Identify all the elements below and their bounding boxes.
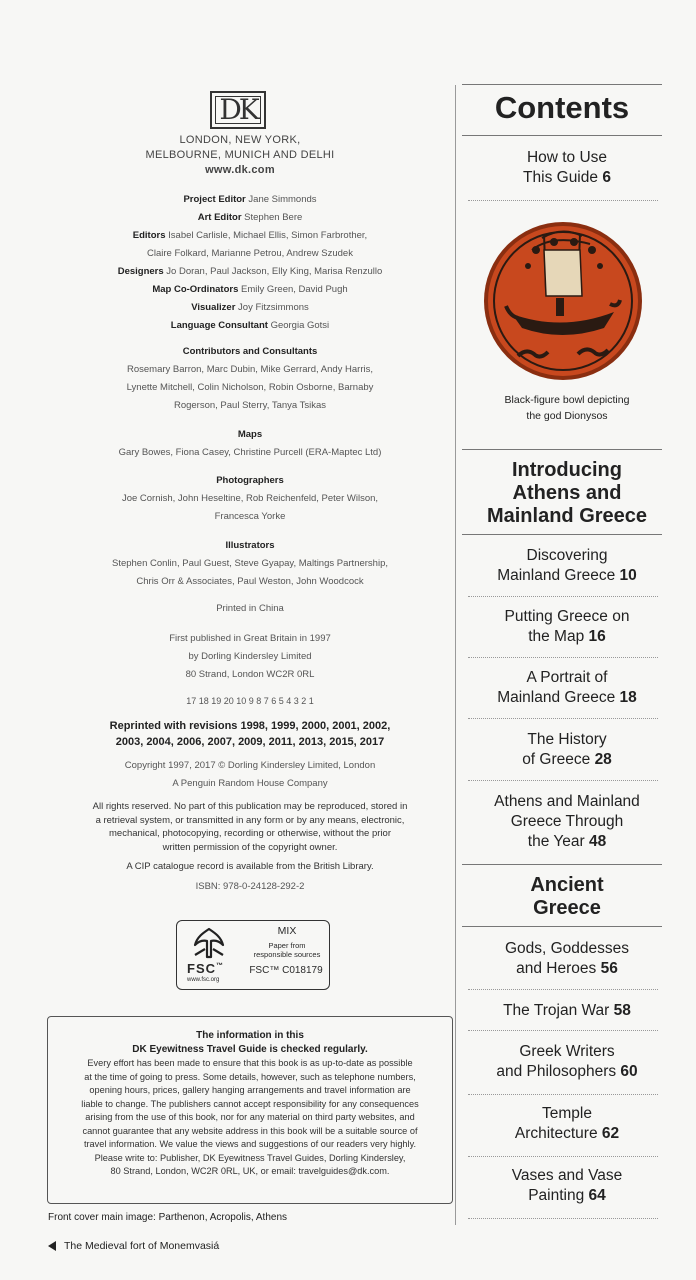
- reprinted-line: 2003, 2004, 2006, 2007, 2009, 2011, 2013, 2015, 2017: [115, 736, 385, 748]
- toc-entry-line: Athens and Mainland: [494, 793, 640, 810]
- publisher-website: www.dk.com: [205, 164, 275, 176]
- toc-entry-line: Mainland Greece: [497, 567, 616, 584]
- maps-heading: Maps: [237, 429, 263, 440]
- section-line: Mainland Greece: [486, 505, 648, 527]
- bowl-caption: [462, 392, 672, 424]
- illustrators-block: [80, 537, 420, 591]
- contributors-heading: Contributors and Consultants: [182, 346, 318, 357]
- copyright-line: Copyright 1997, 2017 © Dorling Kindersley Limited, London: [124, 760, 376, 771]
- credit-editors: Editors Isabel Carlisle, Michael Ellis, Simon Farbrother,: [132, 230, 368, 241]
- toc-entry[interactable]: [462, 792, 672, 852]
- publisher-block: [120, 133, 360, 178]
- dotted-rule: [468, 1094, 658, 1095]
- toc-page-number: 56: [600, 960, 618, 977]
- fsc-mix: MIX: [277, 925, 297, 937]
- front-cover-credit: Front cover main image: Parthenon, Acropolis, Athens: [48, 1212, 288, 1223]
- maps-line: Gary Bowes, Fiona Casey, Christine Purcell (ERA-Maptec Ltd): [118, 447, 382, 458]
- copyright-block: [80, 757, 420, 793]
- toc-entry[interactable]: [462, 1042, 672, 1082]
- maps-block: [80, 426, 420, 462]
- toc-entry-line: Architecture: [514, 1125, 598, 1142]
- toc-entry-line: A Portrait of: [526, 669, 608, 686]
- column-divider: [455, 85, 456, 1225]
- contributors-line: Rogerson, Paul Sterry, Tanya Tsikas: [173, 400, 327, 411]
- credit-editors-cont: Claire Folkard, Marianne Petrou, Andrew Szudek: [147, 248, 353, 259]
- staff-credits: [80, 191, 420, 335]
- footer-caption: [48, 1240, 219, 1252]
- toc-entry[interactable]: [462, 1001, 672, 1021]
- toc-entry-line: The Trojan War: [503, 1002, 610, 1019]
- section-line: Introducing: [512, 459, 622, 481]
- info-title: The information in this: [196, 1030, 304, 1041]
- info-line: at the time of going to press. Some details, however, such as telephone numbers,: [84, 1071, 416, 1082]
- fsc-paper-line: Paper from: [268, 941, 306, 950]
- info-line: 80 Strand, London, WC2R 0RL, UK, or email: travelguides@dk.com.: [110, 1166, 390, 1176]
- fsc-url: www.fsc.org: [187, 977, 220, 983]
- info-line: Please write to: Publisher, DK Eyewitness Travel Guides, Dorling Kindersley,: [94, 1152, 406, 1163]
- toc-page-number: 58: [613, 1002, 631, 1019]
- toc-entry-line: Mainland Greece: [497, 689, 616, 706]
- reprinted-block: [60, 718, 440, 750]
- first-published-block: [80, 630, 420, 684]
- credit-map: Map Co-Ordinators Emily Green, David Pugh: [152, 284, 348, 295]
- caption-line: the god Dionysos: [526, 410, 608, 422]
- toc-entry-line: Greek Writers: [519, 1043, 615, 1060]
- toc-section-heading[interactable]: [462, 459, 672, 528]
- dotted-rule: [468, 1218, 658, 1219]
- fsc-tree-icon: [189, 927, 229, 961]
- dotted-rule: [468, 989, 658, 990]
- toc-entry-line: the Map: [528, 628, 585, 645]
- toc-page-number: 10: [619, 567, 637, 584]
- contributors-block: [80, 343, 420, 415]
- photographers-heading: Photographers: [216, 475, 284, 486]
- dotted-rule: [468, 200, 658, 201]
- toc-entry[interactable]: [462, 148, 672, 188]
- fsc-paper: [247, 941, 327, 959]
- info-line: liable to change. The publishers cannot accept responsibility for any consequences: [81, 1098, 419, 1109]
- dotted-rule: [468, 780, 658, 781]
- isbn-line: ISBN: 978-0-24128-292-2: [195, 880, 305, 892]
- toc-entry[interactable]: [462, 546, 672, 586]
- toc-entry-line: Greece Through: [510, 813, 624, 830]
- toc-entry-line: Painting: [528, 1187, 585, 1204]
- toc-entry-line: This Guide: [523, 169, 598, 186]
- fsc-logo-text: FSC™: [187, 961, 224, 976]
- illustrators-line: Stephen Conlin, Paul Guest, Steve Gyapay, Maltings Partnership,: [111, 558, 388, 569]
- toc-section-heading[interactable]: [462, 874, 672, 920]
- rule-section: [462, 534, 662, 535]
- reprinted-line: Reprinted with revisions 1998, 1999, 2000, 2001, 2002,: [109, 720, 391, 732]
- copyright-line: A Penguin Random House Company: [172, 778, 328, 789]
- rights-line: mechanical, photocopying, recording or otherwise, without the prior: [109, 828, 391, 839]
- toc-entry[interactable]: [462, 939, 672, 979]
- info-line: opening hours, prices, gallery hanging arrangements and travel information are: [89, 1085, 411, 1095]
- info-box: [47, 1016, 453, 1204]
- toc-entry[interactable]: [462, 607, 672, 647]
- arrow-left-icon: [48, 1241, 56, 1251]
- first-pub-line: 80 Strand, London WC2R 0RL: [185, 669, 315, 680]
- fsc-paper-line: responsible sources: [253, 950, 321, 959]
- toc-entry-line: Putting Greece on: [504, 608, 630, 625]
- publisher-line: LONDON, NEW YORK,: [179, 134, 301, 146]
- first-pub-line: by Dorling Kindersley Limited: [188, 651, 312, 662]
- section-line: Greece: [533, 897, 601, 919]
- credit-designers: Designers Jo Doran, Paul Jackson, Elly King, Marisa Renzullo: [117, 266, 383, 277]
- toc-page-number: 16: [588, 628, 606, 645]
- toc-entry[interactable]: [462, 730, 672, 770]
- photographers-line: Joe Cornish, John Heseltine, Rob Reichenfeld, Peter Wilson,: [121, 493, 379, 504]
- toc-entry[interactable]: [462, 1166, 672, 1206]
- toc-page-number: 18: [619, 689, 637, 706]
- rights-line: written permission of the copyright owner.: [162, 841, 338, 853]
- footer-text: The Medieval fort of Monemvasiá: [64, 1240, 220, 1252]
- credit-art-editor: Art Editor Stephen Bere: [197, 212, 303, 223]
- dk-logo: DK: [210, 91, 266, 129]
- toc-page-number: 62: [601, 1125, 620, 1142]
- caption-line: Black-figure bowl depicting: [504, 394, 630, 406]
- rule-section: [462, 926, 662, 927]
- dotted-rule: [468, 657, 658, 658]
- toc-entry-line: Discovering: [526, 547, 608, 564]
- illustrators-heading: Illustrators: [225, 540, 275, 551]
- fsc-label: [176, 920, 330, 990]
- info-title: DK Eyewitness Travel Guide is checked regularly.: [132, 1044, 368, 1055]
- rule-title: [462, 135, 662, 136]
- contents-title: Contents: [494, 90, 630, 125]
- photographers-line: Francesca Yorke: [214, 511, 286, 522]
- toc-entry-line: and Philosophers: [496, 1063, 617, 1080]
- toc-page-number: 64: [588, 1187, 606, 1204]
- rights-line: All rights reserved. No part of this publication may be reproduced, stored in: [92, 801, 408, 812]
- info-line: arising from the use of this book, nor for any material on third party websites, and: [85, 1112, 415, 1122]
- cip-line: A CIP catalogue record is available from the British Library.: [126, 861, 374, 872]
- info-line: cannot guarantee that any website address in this book will be a suitable source of: [82, 1125, 418, 1136]
- info-line: travel information. We value the views and suggestions of our readers very highly.: [83, 1139, 417, 1149]
- toc-page-number: 28: [594, 751, 612, 768]
- toc-entry-line: How to Use: [526, 149, 608, 166]
- credit-language: Language Consultant Georgia Gotsi: [170, 320, 330, 331]
- rights-block: [60, 800, 440, 893]
- toc-page-number: 6: [602, 169, 611, 186]
- section-line: Athens and: [512, 482, 622, 504]
- publisher-line: MELBOURNE, MUNICH AND DELHI: [145, 149, 335, 161]
- info-line: Every effort has been made to ensure that this book is as up-to-date as possible: [87, 1058, 413, 1068]
- dotted-rule: [468, 596, 658, 597]
- toc-entry-line: Temple: [542, 1105, 592, 1122]
- toc-page-number: 48: [588, 833, 607, 850]
- toc-entry-line: of Greece: [522, 751, 591, 768]
- toc-entry-line: Gods, Goddesses: [504, 940, 630, 957]
- toc-entry[interactable]: [462, 668, 672, 708]
- printed-in: Printed in China: [216, 603, 284, 614]
- toc-entry[interactable]: [462, 1104, 672, 1144]
- credit-project-editor: Project Editor Jane Simmonds: [183, 194, 317, 205]
- first-pub-line: First published in Great Britain in 1997: [169, 633, 331, 644]
- credit-visualizer: Visualizer Joy Fitzsimmons: [191, 302, 309, 313]
- toc-page-number: 60: [620, 1063, 638, 1080]
- dotted-rule: [468, 1156, 658, 1157]
- rule-section: [462, 449, 662, 450]
- dotted-rule: [468, 1030, 658, 1031]
- print-numbers: 17 18 19 20 10 9 8 7 6 5 4 3 2 1: [186, 696, 314, 706]
- toc-entry-line: the Year: [527, 833, 585, 850]
- black-figure-bowl-image: [482, 220, 644, 382]
- rule-section: [462, 864, 662, 865]
- section-line: Ancient: [530, 874, 604, 896]
- rights-line: a retrieval system, or transmitted in any form or by any means, electronic,: [95, 814, 405, 826]
- toc-entry-line: The History: [527, 731, 607, 748]
- fsc-code: FSC™ C018179: [249, 965, 323, 976]
- photographers-block: [80, 472, 420, 526]
- dotted-rule: [468, 718, 658, 719]
- rule-top: [462, 84, 662, 85]
- toc-entry-line: and Heroes: [516, 960, 597, 977]
- contributors-line: Rosemary Barron, Marc Dubin, Mike Gerrard, Andy Harris,: [126, 364, 374, 375]
- toc-entry-line: Vases and Vase: [511, 1167, 623, 1184]
- contributors-line: Lynette Mitchell, Colin Nicholson, Robin Osborne, Barnaby: [126, 382, 374, 393]
- illustrators-line: Chris Orr & Associates, Paul Weston, John Woodcock: [136, 576, 364, 587]
